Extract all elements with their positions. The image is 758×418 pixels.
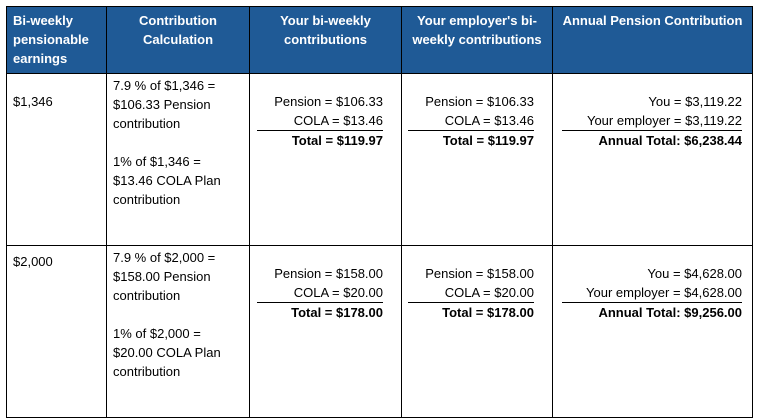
employer-contributions-cell	[402, 74, 553, 246]
calc-cola-text: 1% of $1,346 = $13.46 COLA Plan contribution	[113, 154, 221, 207]
annual-contribution-cell	[553, 74, 753, 246]
employer-contributions-cell	[402, 246, 553, 418]
annual-total: Annual Total: $9,256.00	[562, 302, 742, 322]
calc-cola-text: 1% of $2,000 = $20.00 COLA Plan contribution	[113, 326, 221, 379]
annual-employer: Your employer = $4,628.00	[586, 285, 742, 300]
calculation-cell	[107, 246, 250, 418]
your-contributions-cell	[250, 246, 402, 418]
employer-cola: COLA = $20.00	[444, 285, 534, 300]
calculation-cell	[107, 74, 250, 246]
calc-pension-text: 7.9 % of $1,346 = $106.33 Pension contribution	[113, 78, 216, 131]
annual-contribution-cell	[553, 246, 753, 418]
employer-total: Total = $119.97	[408, 130, 534, 150]
table-row	[7, 74, 753, 246]
employer-cola: COLA = $13.46	[444, 113, 534, 128]
you-cola: COLA = $20.00	[293, 285, 383, 300]
pension-contribution-table-container	[6, 6, 753, 418]
you-pension: Pension = $106.33	[274, 94, 383, 109]
header-earnings: Bi-weekly pensionable earnings	[7, 7, 107, 74]
you-total: Total = $178.00	[257, 302, 383, 322]
header-employer-contributions: Your employer's bi-weekly contributions	[402, 7, 553, 74]
your-contributions-cell	[250, 74, 402, 246]
employer-total: Total = $178.00	[408, 302, 534, 322]
annual-total: Annual Total: $6,238.44	[562, 130, 742, 150]
annual-you: You = $3,119.22	[648, 94, 742, 109]
header-row	[7, 7, 753, 74]
table-row	[7, 246, 753, 418]
you-cola: COLA = $13.46	[293, 113, 383, 128]
you-pension: Pension = $158.00	[274, 266, 383, 281]
header-your-contributions: Your bi-weekly contributions	[250, 7, 402, 74]
employer-pension: Pension = $158.00	[425, 266, 534, 281]
you-total: Total = $119.97	[257, 130, 383, 150]
employer-pension: Pension = $106.33	[425, 94, 534, 109]
header-calculation: Contribution Calculation	[107, 7, 250, 74]
annual-you: You = $4,628.00	[647, 266, 742, 281]
pension-contribution-table	[6, 6, 753, 418]
annual-employer: Your employer = $3,119.22	[586, 113, 742, 128]
earnings-cell: $2,000	[7, 246, 107, 418]
header-annual-contribution: Annual Pension Contribution	[553, 7, 753, 74]
calc-pension-text: 7.9 % of $2,000 = $158.00 Pension contribution	[113, 250, 216, 303]
earnings-cell: $1,346	[7, 74, 107, 246]
